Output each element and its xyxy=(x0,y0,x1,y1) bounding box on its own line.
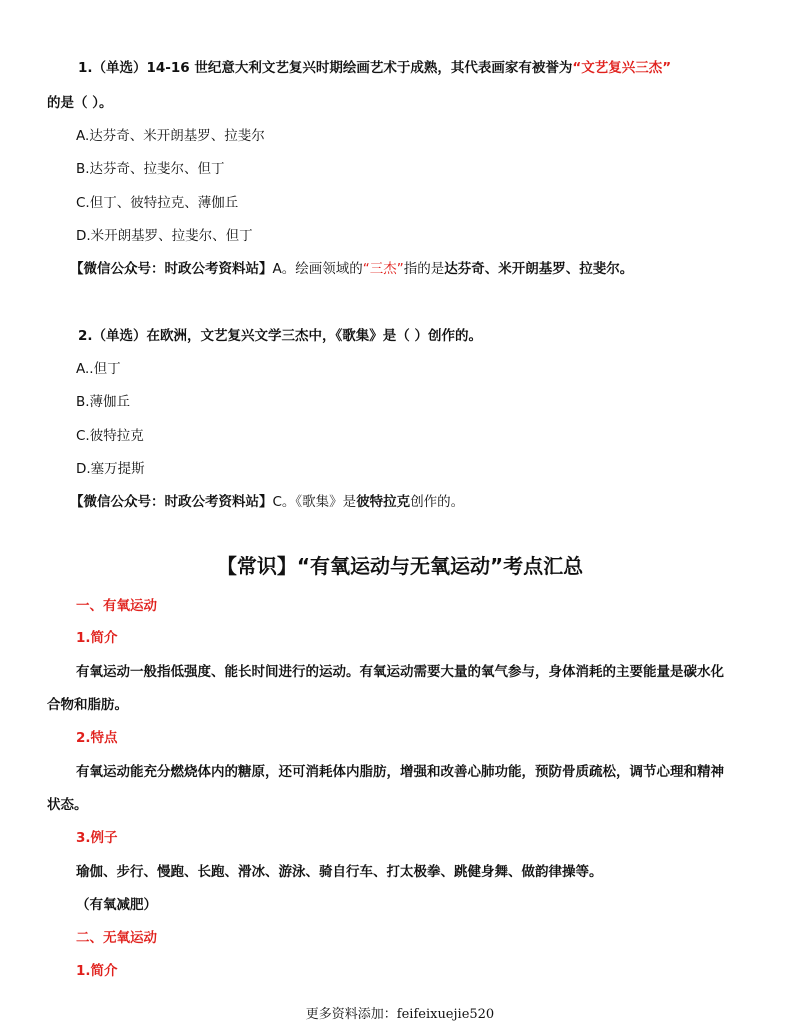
q2-option-d: D.塞万提斯 xyxy=(76,461,145,477)
q1-answer-mid: 指的是 xyxy=(403,261,445,277)
q1-answer xyxy=(70,259,633,279)
q2-stem: 2.（单选）在欧洲，文艺复兴文学三杰中，《歌集》是（ ）创作的。 xyxy=(78,328,482,344)
examples-note: （有氧减肥） xyxy=(76,897,157,913)
heading-aerobic: 一、有氧运动 xyxy=(76,598,157,614)
q1-answer-source: 【微信公众号：时政公考资料站】 xyxy=(70,261,273,277)
subheading-examples: 3.例子 xyxy=(76,830,118,846)
footer-note: 更多资料添加：feifeixuejie520 xyxy=(305,1007,495,1022)
q2-option-a: A..但丁 xyxy=(76,361,121,377)
q1-option-b: B.达芬奇、拉斐尔、但丁 xyxy=(76,161,225,177)
q1-option-a: A.达芬奇、米开朗基罗、拉斐尔 xyxy=(76,128,265,144)
q1-answer-pre: A。绘画领域的 xyxy=(272,261,363,277)
q2-answer xyxy=(70,492,464,512)
q1-option-d: D.米开朗基罗、拉斐尔、但丁 xyxy=(76,228,253,244)
subheading-anaerobic-intro: 1.简介 xyxy=(76,963,118,979)
q1-stem-line1 xyxy=(78,58,671,78)
q2-answer-post: 创作的。 xyxy=(410,494,465,510)
features-text-line2: 状态。 xyxy=(47,797,88,813)
q2-answer-bold: 彼特拉克 xyxy=(356,494,411,510)
subheading-features: 2.特点 xyxy=(76,730,118,746)
q1-stem-text: 1.（单选）14-16 世纪意大利文艺复兴时期绘画艺术于成熟，其代表画家有被誉为 xyxy=(78,60,573,76)
subheading-intro: 1.简介 xyxy=(76,630,118,646)
features-text-line1: 有氧运动能充分燃烧体内的糖原，还可消耗体内脂肪，增强和改善心肺功能，预防骨质疏松，调节心理和精神 xyxy=(76,764,724,780)
q1-answer-bold: 达芬奇、米开朗基罗、拉斐尔。 xyxy=(444,261,634,277)
q2-option-b: B.薄伽丘 xyxy=(76,394,131,410)
q1-stem-highlight: “文艺复兴三杰” xyxy=(572,60,672,76)
section-title: 【常识】“有氧运动与无氧运动”考点汇总 xyxy=(216,554,584,578)
q2-answer-pre: C。《歌集》是 xyxy=(272,494,357,510)
q2-answer-source: 【微信公众号：时政公考资料站】 xyxy=(70,494,273,510)
examples-text: 瑜伽、步行、慢跑、长跑、滑冰、游泳、骑自行车、打太极拳、跳健身舞、做韵律操等。 xyxy=(76,864,603,880)
q1-stem-line2: 的是（ ）。 xyxy=(47,95,113,111)
q2-option-c: C.彼特拉克 xyxy=(76,428,144,444)
heading-anaerobic: 二、无氧运动 xyxy=(76,930,157,946)
q1-option-c: C.但丁、彼特拉克、薄伽丘 xyxy=(76,195,239,211)
intro-text-line2: 合物和脂肪。 xyxy=(47,697,128,713)
q1-answer-highlight: “三杰” xyxy=(362,261,404,277)
intro-text-line1: 有氧运动一般指低强度、能长时间进行的运动。有氧运动需要大量的氧气参与，身体消耗的主要能量是碳水化 xyxy=(76,664,724,680)
